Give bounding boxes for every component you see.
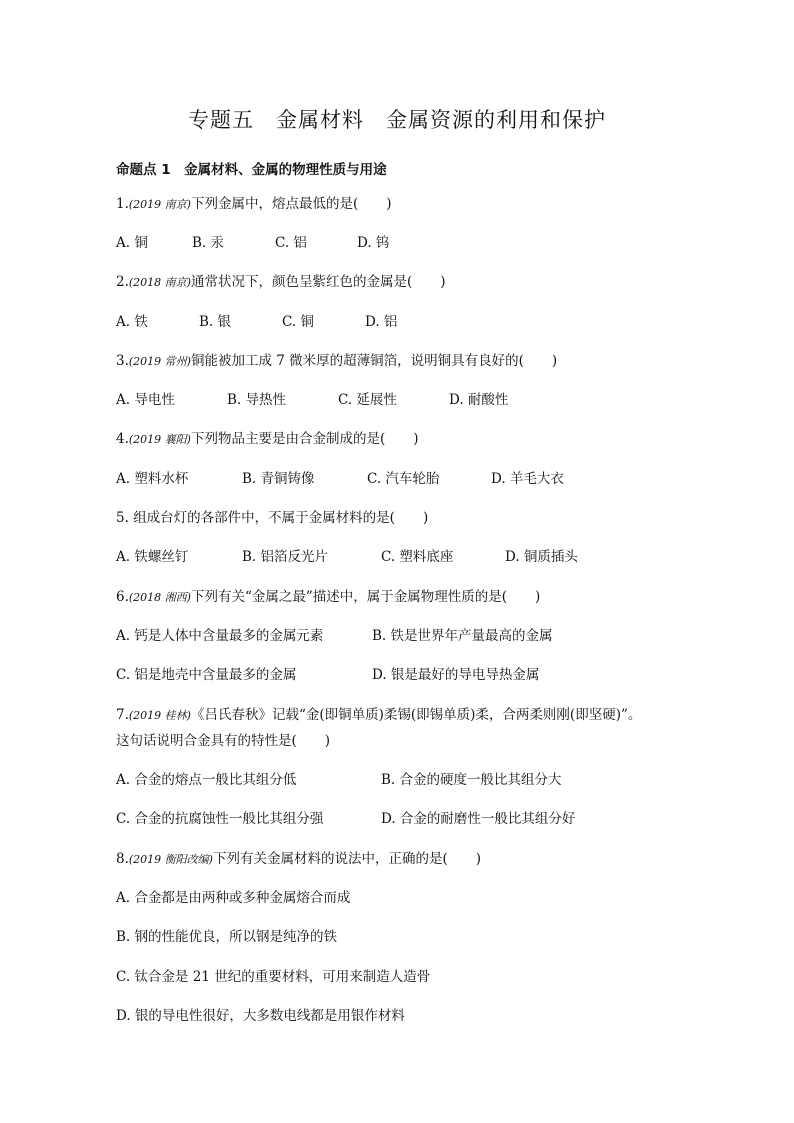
q5-option-d: D. 铜质插头	[505, 549, 578, 565]
q4-option-a: A. 塑料水杯	[116, 471, 189, 487]
q6-option-c: C. 铝是地壳中含量最多的金属	[116, 667, 297, 683]
q8-option-c: C. 钛合金是 21 世纪的重要材料，可用来制造人造骨	[116, 969, 431, 985]
q7-option-c: C. 合金的抗腐蚀性一般比其组分强	[116, 811, 324, 827]
q2-option-d: D. 铝	[365, 314, 398, 330]
q8-option-b: B. 钢的性能优良，所以钢是纯净的铁	[116, 929, 338, 945]
page-title: 专题五 金属材料 金属资源的利用和保护	[188, 108, 606, 132]
question-8: 8.(2019 衡阳改编)下列有关金属材料的说法中，正确的是( )	[116, 851, 482, 867]
q5-option-c: C. 塑料底座	[381, 549, 454, 565]
q3-option-c: C. 延展性	[338, 392, 397, 408]
q8-option-a: A. 合金都是由两种或多种金属熔合而成	[116, 890, 351, 906]
q4-option-d: D. 羊毛大衣	[491, 471, 564, 487]
question-7-line-2: 这句话说明合金具有的特性是( )	[116, 733, 331, 749]
q1-option-a: A. 铜	[116, 235, 148, 251]
q2-option-a: A. 铁	[116, 314, 148, 330]
question-7: 7.(2019 桂林)《吕氏春秋》记载“金(即铜单质)柔锡(即锡单质)柔，合两柔则刚(即坚硬)”。	[116, 707, 642, 723]
q6-option-a: A. 钙是人体中含量最多的金属元素	[116, 628, 324, 644]
q2-option-c: C. 铜	[282, 314, 314, 330]
q1-option-c: C. 铝	[275, 235, 307, 251]
q7-option-b: B. 合金的硬度一般比其组分大	[381, 772, 562, 788]
question-3: 3.(2019 常州)铜能被加工成 7 微米厚的超薄铜箔，说明铜具有良好的( )	[116, 353, 558, 369]
q3-option-a: A. 导电性	[116, 392, 175, 408]
q7-option-d: D. 合金的耐磨性一般比其组分好	[381, 811, 576, 827]
q8-option-d: D. 银的导电性很好，大多数电线都是用银作材料	[116, 1008, 405, 1024]
q3-option-d: D. 耐酸性	[449, 392, 509, 408]
q3-option-b: B. 导热性	[227, 392, 287, 408]
q2-option-b: B. 银	[199, 314, 232, 330]
q5-option-b: B. 铝箔反光片	[242, 549, 329, 565]
q4-option-b: B. 青铜铸像	[242, 471, 315, 487]
question-4: 4.(2019 襄阳)下列物品主要是由合金制成的是( )	[116, 431, 419, 447]
q6-option-b: B. 铁是世界年产量最高的金属	[372, 628, 553, 644]
q7-option-a: A. 合金的熔点一般比其组分低	[116, 772, 297, 788]
q1-option-d: D. 钨	[357, 235, 390, 251]
q5-option-a: A. 铁螺丝钉	[116, 549, 189, 565]
q1-option-b: B. 汞	[192, 235, 225, 251]
question-2: 2.(2018 南京)通常状况下，颜色呈紫红色的金属是( )	[116, 274, 446, 290]
q4-option-c: C. 汽车轮胎	[367, 471, 440, 487]
question-1: 1.(2019 南京)下列金属中，熔点最低的是( )	[116, 196, 392, 212]
section-heading: 命题点 1 金属材料、金属的物理性质与用途	[116, 162, 387, 178]
q6-option-d: D. 银是最好的导电导热金属	[372, 667, 540, 683]
question-5: 5. 组成台灯的各部件中，不属于金属材料的是( )	[116, 510, 429, 526]
question-6: 6.(2018 湘西)下列有关“金属之最”描述中，属于金属物理性质的是( )	[116, 589, 541, 605]
